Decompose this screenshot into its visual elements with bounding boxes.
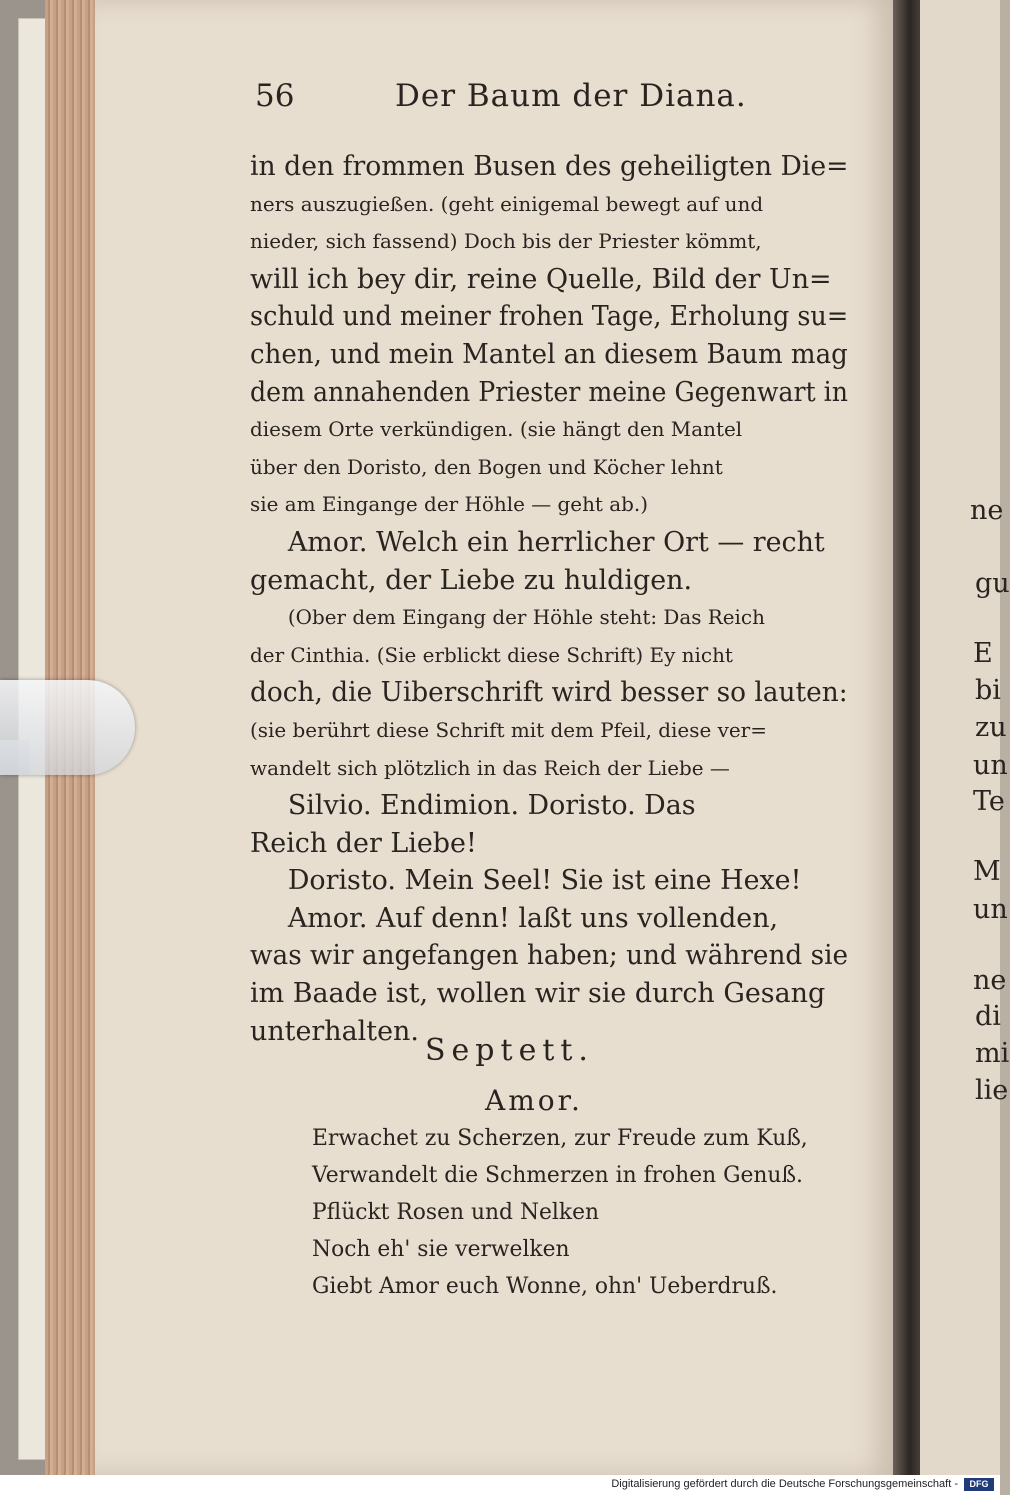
facing-fragment: M xyxy=(973,856,1001,887)
verse-line: Verwandelt die Schmerzen in frohen Genuß. xyxy=(312,1163,803,1188)
text-line: in den frommen Busen des geheiligten Die= xyxy=(250,151,849,182)
facing-fragment: mi xyxy=(975,1038,1010,1069)
body-text xyxy=(250,148,850,1050)
facing-fragment: gu xyxy=(975,568,1010,599)
facing-fragment: ne xyxy=(970,495,1004,526)
text-line: Amor. Welch ein herrlicher Ort — recht xyxy=(287,526,825,558)
text-line: chen, und mein Mantel an diesem Baum mag xyxy=(250,338,848,370)
speaker-heading: Amor. xyxy=(485,1084,583,1117)
text-line: über den Doristo, den Bogen und Köcher lehnt xyxy=(250,454,723,479)
text-line: doch, die Uiberschrift wird besser so lauten: xyxy=(250,677,848,709)
verse-line: Erwachet zu Scherzen, zur Freude zum Kuß, xyxy=(312,1126,808,1151)
text-line: Amor. Auf denn! laßt uns vollenden, xyxy=(287,902,779,934)
page-clip xyxy=(0,680,135,775)
text-line: (sie berührt diese Schrift mit dem Pfeil, diese ver= xyxy=(250,717,767,742)
text-line: Silvio. Endimion. Doristo. Das xyxy=(287,790,696,822)
text-line: im Baade ist, wollen wir sie durch Gesang xyxy=(250,978,826,1010)
text-line: der Cinthia. (Sie erblickt diese Schrift) Ey nicht xyxy=(250,642,733,667)
text-line: ners auszugießen. (geht einigemal bewegt auf und xyxy=(250,191,764,216)
facing-fragment: ne xyxy=(973,965,1007,996)
funding-notice: Digitalisierung gefördert durch die Deutsche Forschungsgemeinschaft - xyxy=(611,1478,958,1490)
running-title: Der Baum der Diana. xyxy=(395,78,747,114)
text-line: Doristo. Mein Seel! Sie ist eine Hexe! xyxy=(287,865,802,897)
book-gutter xyxy=(893,0,923,1475)
facing-fragment: E xyxy=(973,638,993,669)
text-line: diesem Orte verkündigen. (sie hängt den Mantel xyxy=(250,417,743,442)
verse-block xyxy=(312,1120,872,1305)
text-line: unterhalten. xyxy=(250,1015,419,1047)
facing-fragment: un xyxy=(973,894,1008,925)
text-line: gemacht, der Liebe zu huldigen. xyxy=(250,564,693,596)
text-line: dem annahenden Priester meine Gegenwart in xyxy=(250,376,848,408)
facing-fragment: Te xyxy=(973,786,1005,817)
facing-fragment: lie xyxy=(975,1075,1009,1106)
page-number: 56 xyxy=(255,78,295,114)
facing-fragment: zu xyxy=(975,712,1007,743)
text-line: nieder, sich fassend) Doch bis der Priester kömmt, xyxy=(250,229,762,254)
dfg-logo: DFG xyxy=(964,1478,994,1491)
text-line: schuld und meiner frohen Tage, Erholung su= xyxy=(250,301,849,333)
facing-fragment: un xyxy=(973,750,1008,781)
running-head xyxy=(255,78,855,123)
text-line: will ich bey dir, reine Quelle, Bild der Un= xyxy=(250,263,832,295)
facing-fragment: di xyxy=(975,1001,1001,1032)
verse-line: Noch eh' sie verwelken xyxy=(312,1237,570,1262)
text-line: (Ober dem Eingang der Höhle steht: Das Reich xyxy=(287,605,765,630)
text-line: was wir angefangen haben; und während sie xyxy=(250,940,849,972)
verse-line: Giebt Amor euch Wonne, ohn' Ueberdruß. xyxy=(312,1274,778,1299)
text-line: sie am Eingange der Höhle — geht ab.) xyxy=(250,492,649,517)
footer-bar xyxy=(0,1475,1000,1495)
text-line: Reich der Liebe! xyxy=(250,827,477,859)
facing-fragment: bi xyxy=(975,675,1001,706)
verse-line: Pflückt Rosen und Nelken xyxy=(312,1200,600,1225)
text-line: wandelt sich plötzlich in das Reich der Liebe — xyxy=(250,755,730,780)
section-heading: Septett. xyxy=(425,1033,594,1068)
